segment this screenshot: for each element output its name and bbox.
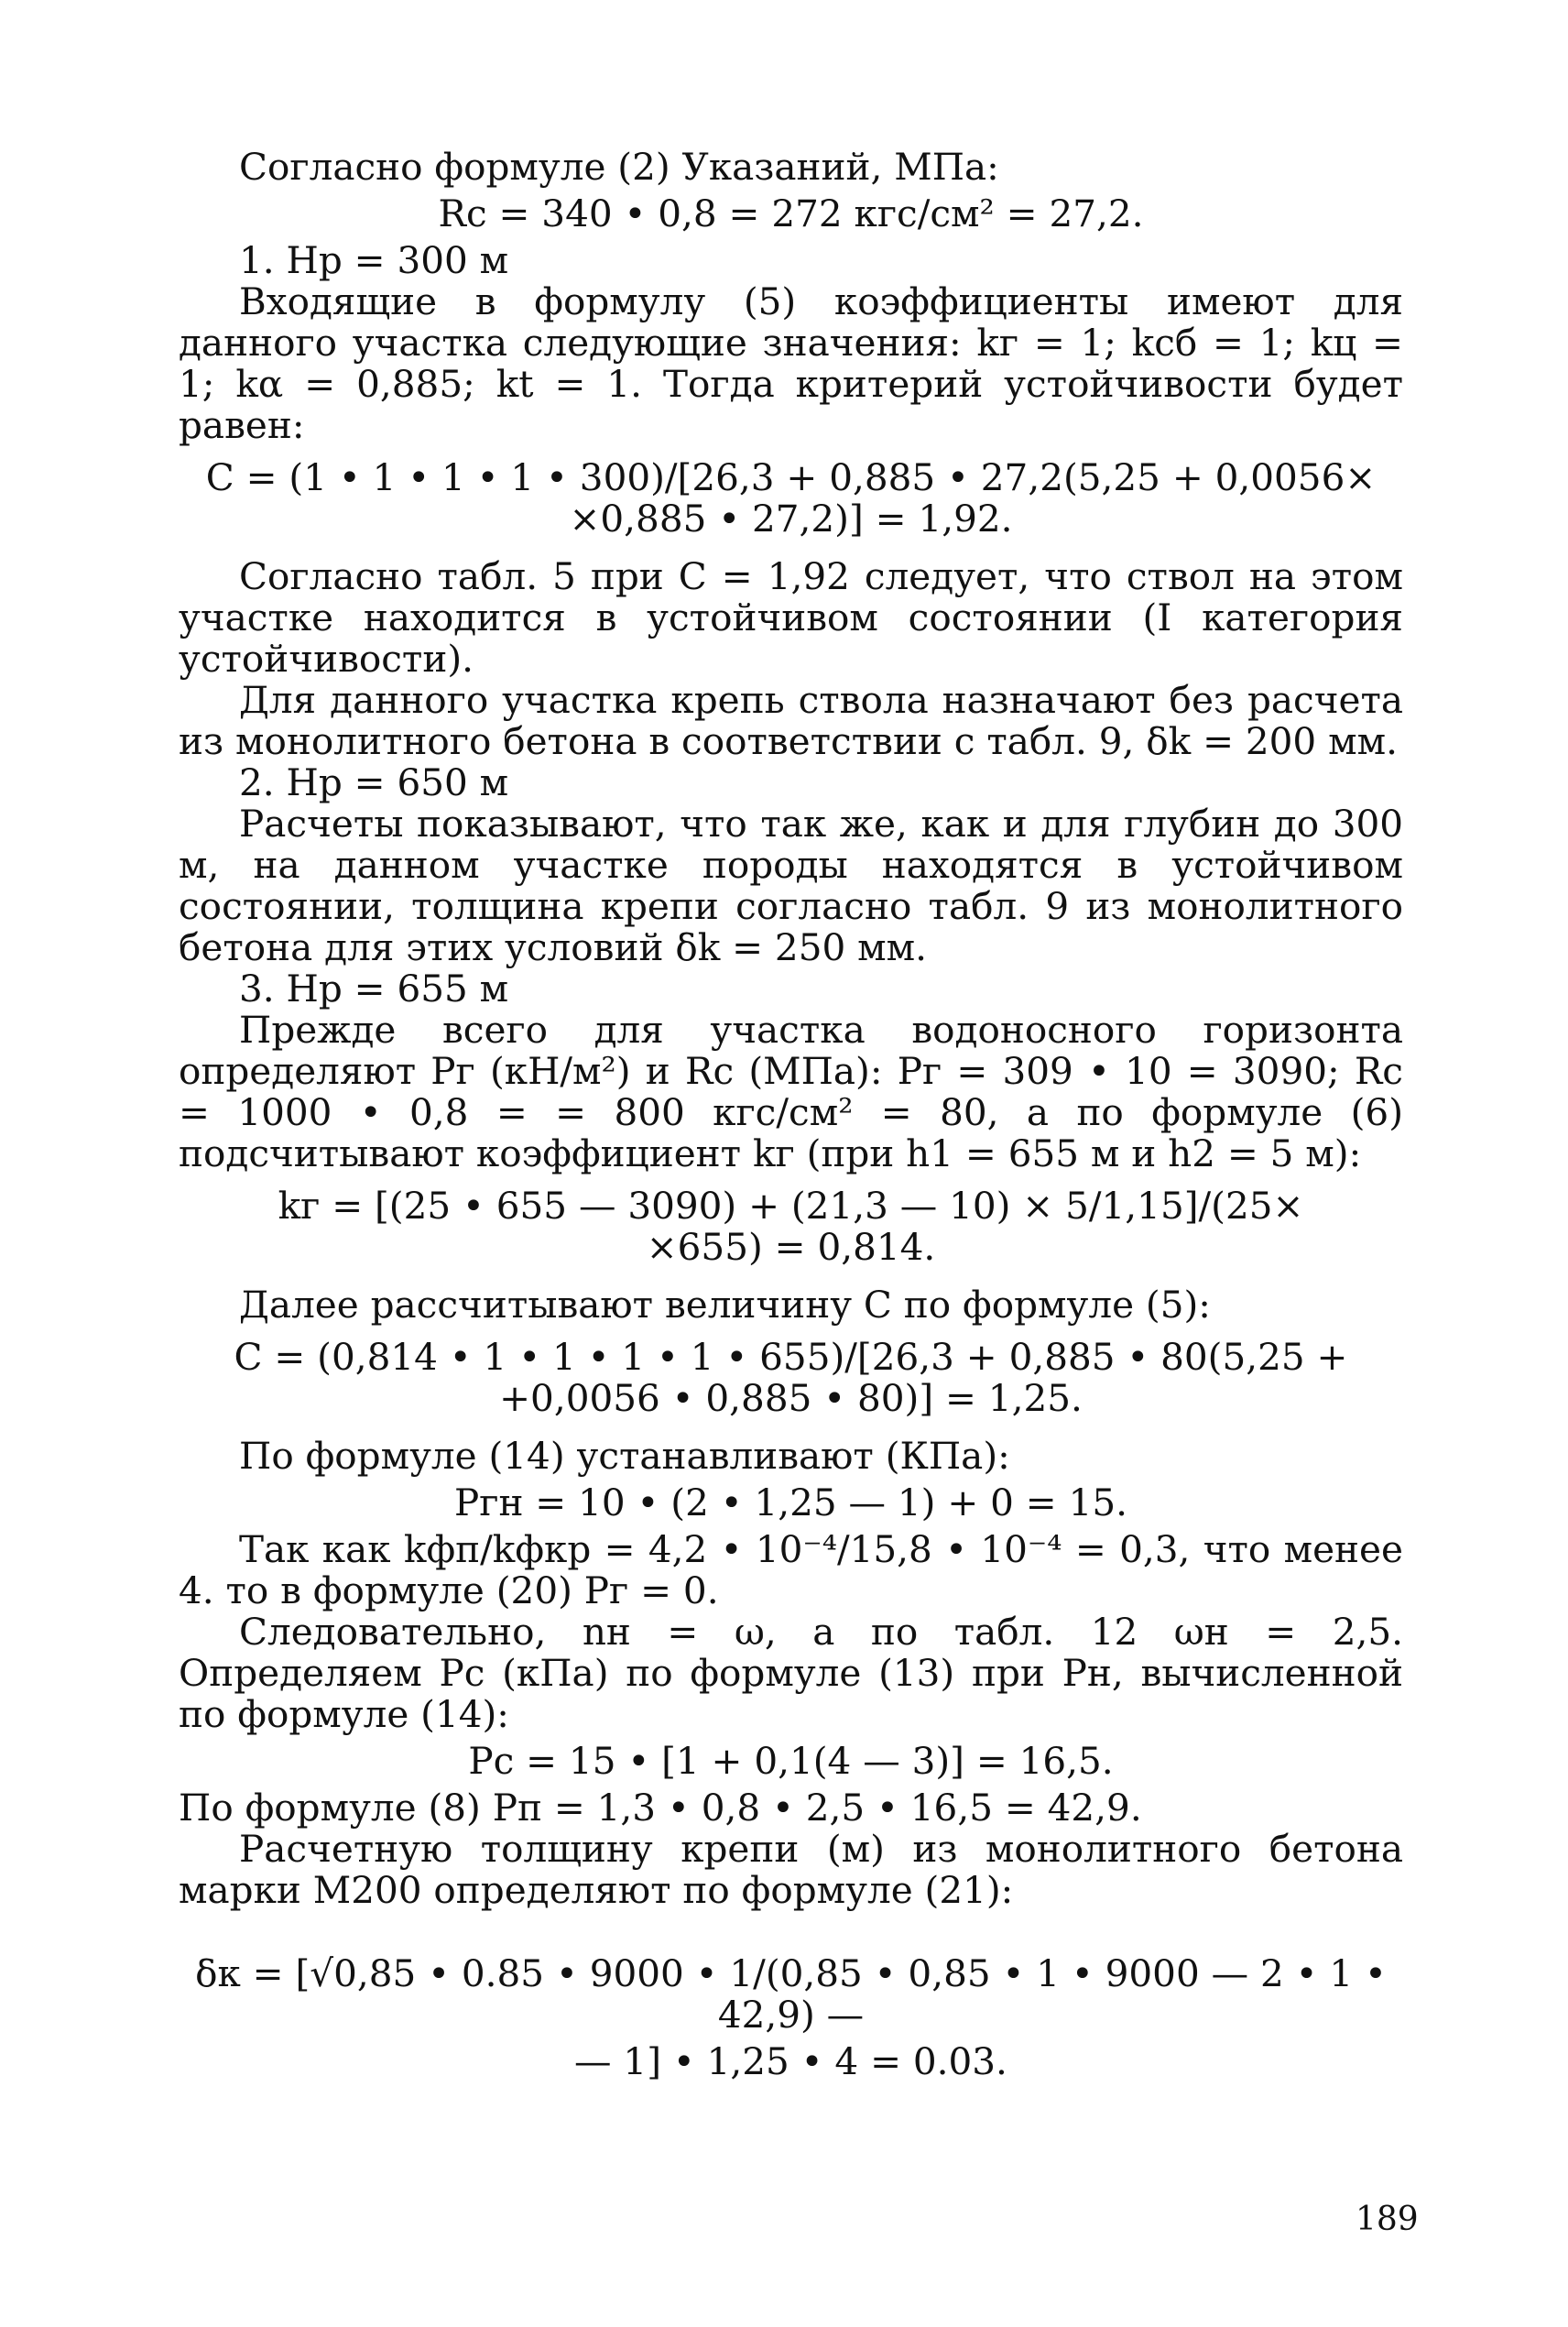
paragraph: Следовательно, nн = ω, а по табл. 12 ωн = 2,5. Определяем Pс (кПа) по формуле (13) при Pн, вычисленной по формуле (14): <box>179 1610 1403 1736</box>
equation-continuation: — 1] • 1,25 • 4 = 0.03. <box>574 2039 1007 2083</box>
text-line: По формуле (8) Pп = 1,3 • 0,8 • 2,5 • 16,5 = 42,9. <box>179 1786 1142 1830</box>
paragraph: Входящие в формулу (5) коэффициенты имеют для данного участка следующие значения: kг = 1; kсб = 1; kц = 1; kα = 0,885; kt = 1. Тогда критерий устойчивости будет равен: <box>179 279 1403 447</box>
equation-continuation: +0,0056 • 0,885 • 80)] = 1,25. <box>499 1376 1083 1420</box>
paragraph: Для данного участка крепь ствола назначают без расчета из монолитного бетона в соответствии с табл. 9, δk = 200 мм. <box>179 678 1403 763</box>
section-heading: 3. Hр = 655 м <box>239 967 509 1011</box>
section-heading: 2. Hр = 650 м <box>239 760 509 804</box>
page-number: 189 <box>1356 2201 1419 2238</box>
paragraph: Расчеты показывают, что так же, как и для глубин до 300 м, на данном участке породы находятся в устойчивом состоянии, толщина крепи согласно табл. 9 из монолитного бетона для этих условий δk = 250 мм. <box>179 802 1403 969</box>
equation: C = (1 • 1 • 1 • 1 • 300)/[26,3 + 0,885 • 27,2(5,25 + 0,0056× <box>205 455 1377 499</box>
equation: Rс = 340 • 0,8 = 272 кгс/см² = 27,2. <box>438 191 1144 235</box>
paragraph: Согласно табл. 5 при C = 1,92 следует, что ствол на этом участке находится в устойчивом состоянии (I категория устойчивости). <box>179 554 1403 681</box>
equation: Pгн = 10 • (2 • 1,25 — 1) + 0 = 15. <box>453 1480 1128 1524</box>
equation: C = (0,814 • 1 • 1 • 1 • 1 • 655)/[26,3 + 0,885 • 80(5,25 + <box>234 1335 1348 1379</box>
text-line: Согласно формуле (2) Указаний, МПа: <box>239 145 999 189</box>
text-line: Далее рассчитывают величину C по формуле (5): <box>239 1283 1211 1327</box>
equation: δк = [√0,85 • 0.85 • 9000 • 1/(0,85 • 0,85 • 1 • 9000 — 2 • 1 • 42,9) — <box>195 1951 1387 2037</box>
paragraph: Так как kфп/kфкр = 4,2 • 10⁻⁴/15,8 • 10⁻⁴ = 0,3, что менее 4. то в формуле (20) Pг = 0. <box>179 1527 1403 1612</box>
paragraph: Расчетную толщину крепи (м) из монолитного бетона марки М200 определяют по формуле (21): <box>179 1827 1403 1912</box>
paragraph: Прежде всего для участка водоносного горизонта определяют Pг (кН/м²) и Rс (МПа): Pг = 309 • 10 = 3090; Rс = 1000 • 0,8 = = 800 кгс/см² = 80, а по формуле (6) подсчитывают коэффициент kг (при h1 = 655 м и h2 = 5 м): <box>179 1008 1403 1175</box>
section-heading: 1. Hр = 300 м <box>239 238 509 282</box>
equation: Pс = 15 • [1 + 0,1(4 — 3)] = 16,5. <box>468 1739 1114 1783</box>
text-line: По формуле (14) устанавливают (КПа): <box>239 1434 1010 1478</box>
equation-continuation: ×655) = 0,814. <box>646 1225 936 1269</box>
equation: kг = [(25 • 655 — 3090) + (21,3 — 10) × 5/1,15]/(25× <box>278 1184 1304 1228</box>
equation-continuation: ×0,885 • 27,2)] = 1,92. <box>569 497 1013 541</box>
